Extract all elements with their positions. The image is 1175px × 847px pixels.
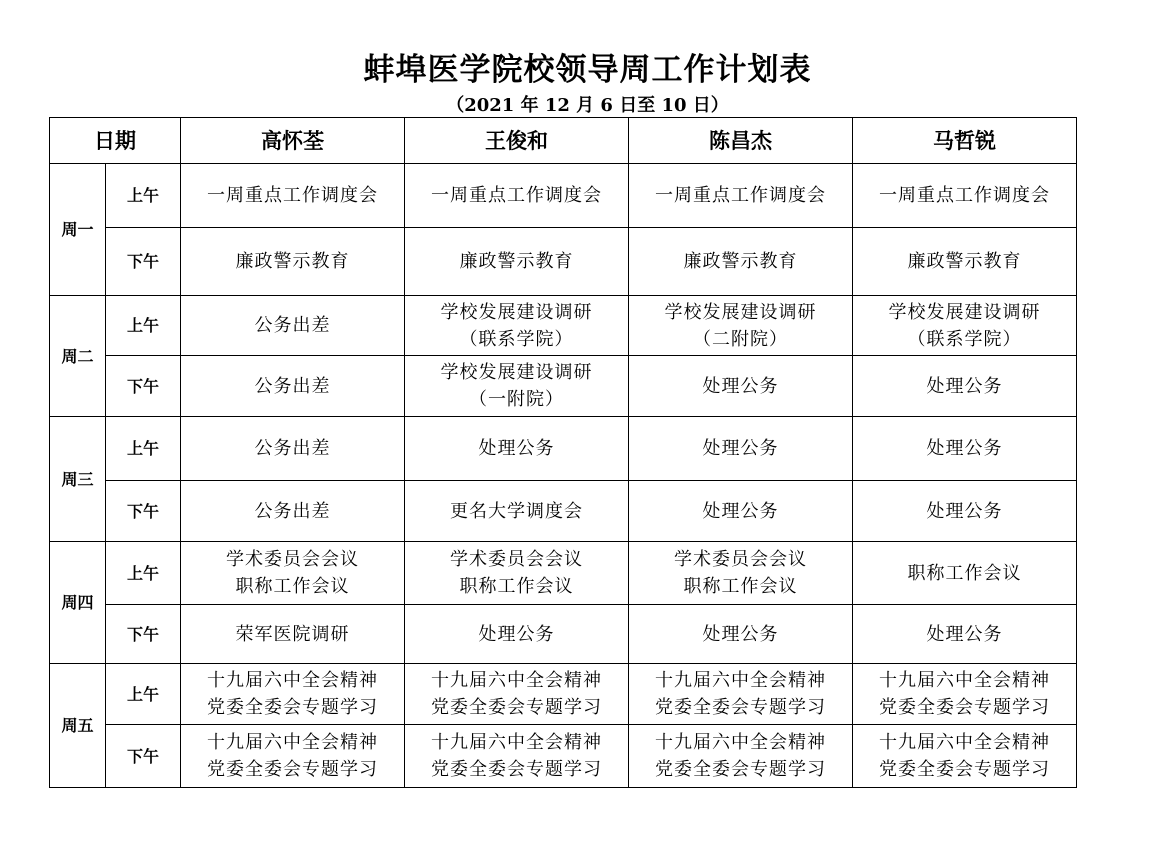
schedule-cell <box>181 417 405 481</box>
schedule-cell <box>629 481 853 542</box>
schedule-cell <box>181 664 405 725</box>
table-row <box>50 164 1077 228</box>
day-label: 周三 <box>50 417 106 542</box>
cell-text: 处理公务 <box>702 623 779 645</box>
cell-text: 一周重点工作调度会 <box>879 185 1050 206</box>
cell-text: 公务出差 <box>254 500 331 522</box>
table-row <box>50 417 1077 481</box>
schedule-cell <box>853 725 1077 788</box>
table-row <box>50 481 1077 542</box>
cell-text: 党委全委会专题学习 <box>207 759 378 780</box>
cell-text: 职称工作会议 <box>459 576 574 597</box>
leader-header: 马哲锐 <box>853 118 1077 164</box>
period-label: 上午 <box>106 417 181 481</box>
cell-text: 处理公务 <box>478 438 555 459</box>
schedule-cell <box>853 164 1077 228</box>
cell-text: 党委全委会专题学习 <box>879 759 1050 780</box>
schedule-cell <box>629 296 853 356</box>
schedule-cell <box>405 605 629 664</box>
cell-text: 十九届六中全会精神 <box>207 732 378 753</box>
schedule-cell <box>405 356 629 417</box>
cell-text: 党委全委会专题学习 <box>655 697 826 718</box>
cell-text: 公务出差 <box>254 375 331 397</box>
schedule-cell <box>853 356 1077 417</box>
cell-text: 职称工作会议 <box>683 576 798 597</box>
cell-text: 廉政警示教育 <box>235 251 350 272</box>
schedule-cell <box>853 228 1077 296</box>
cell-text: 十九届六中全会精神 <box>207 670 378 691</box>
schedule-cell <box>853 664 1077 725</box>
period-label: 上午 <box>106 542 181 605</box>
schedule-cell <box>181 725 405 788</box>
cell-text: 党委全委会专题学习 <box>655 759 826 780</box>
period-label: 下午 <box>106 605 181 664</box>
date-range: （2021 年 12 月 6 日至 10 日） <box>446 95 729 116</box>
cell-text: 荣军医院调研 <box>235 623 350 645</box>
schedule-cell <box>181 164 405 228</box>
day-label: 周一 <box>50 164 106 296</box>
cell-text: 学术委员会会议 <box>674 549 807 570</box>
header-row <box>50 118 1077 164</box>
schedule-cell <box>181 296 405 356</box>
schedule-cell <box>629 542 853 605</box>
cell-text: 十九届六中全会精神 <box>879 732 1050 753</box>
table-row <box>50 356 1077 417</box>
day-label: 周四 <box>50 542 106 664</box>
schedule-cell <box>405 228 629 296</box>
cell-text: （二附院） <box>693 328 788 350</box>
cell-text: 处理公务 <box>478 623 555 645</box>
schedule-cell <box>181 356 405 417</box>
cell-text: 职称工作会议 <box>235 576 350 597</box>
cell-text: 公务出差 <box>254 438 331 459</box>
cell-text: 处理公务 <box>702 375 779 397</box>
cell-text: 党委全委会专题学习 <box>207 697 378 718</box>
table-row <box>50 725 1077 788</box>
cell-text: 学术委员会会议 <box>450 549 583 570</box>
day-label: 周五 <box>50 664 106 788</box>
cell-text: （一附院） <box>469 389 564 410</box>
cell-text: 党委全委会专题学习 <box>431 697 602 718</box>
cell-text: 一周重点工作调度会 <box>655 185 826 206</box>
cell-text: 处理公务 <box>926 375 1003 397</box>
cell-text: 更名大学调度会 <box>450 500 583 522</box>
schedule-cell <box>629 417 853 481</box>
cell-text: 十九届六中全会精神 <box>655 732 826 753</box>
schedule-cell <box>405 296 629 356</box>
schedule-cell <box>405 664 629 725</box>
leader-header: 高怀荃 <box>181 118 405 164</box>
cell-text: 一周重点工作调度会 <box>431 185 602 206</box>
schedule-cell <box>405 164 629 228</box>
schedule-cell <box>405 542 629 605</box>
cell-text: 十九届六中全会精神 <box>879 670 1050 691</box>
period-label: 下午 <box>106 481 181 542</box>
leader-header: 陈昌杰 <box>629 118 853 164</box>
cell-text: 廉政警示教育 <box>907 251 1022 272</box>
cell-text: （联系学院） <box>907 328 1022 350</box>
period-label: 下午 <box>106 356 181 417</box>
schedule-cell <box>405 481 629 542</box>
cell-text: 处理公务 <box>702 500 779 522</box>
cell-text: （联系学院） <box>459 328 574 350</box>
cell-text: 学校发展建设调研 <box>440 362 593 383</box>
schedule-cell <box>853 481 1077 542</box>
date-header: 日期 <box>50 118 181 164</box>
cell-text: 廉政警示教育 <box>459 251 574 272</box>
cell-text: 廉政警示教育 <box>683 251 798 272</box>
schedule-cell <box>853 296 1077 356</box>
schedule-cell <box>181 481 405 542</box>
period-label: 上午 <box>106 164 181 228</box>
cell-text: 职称工作会议 <box>907 562 1022 584</box>
cell-text: 党委全委会专题学习 <box>431 759 602 780</box>
schedule-cell <box>853 605 1077 664</box>
cell-text: 公务出差 <box>254 315 331 336</box>
cell-text: 处理公务 <box>926 438 1003 459</box>
period-label: 下午 <box>106 228 181 296</box>
schedule-body <box>50 164 1077 788</box>
schedule-cell <box>405 417 629 481</box>
cell-text: 处理公务 <box>926 500 1003 522</box>
schedule-cell <box>181 605 405 664</box>
table-row <box>50 296 1077 356</box>
period-label: 下午 <box>106 725 181 788</box>
table-row <box>50 228 1077 296</box>
cell-text: 学校发展建设调研 <box>888 301 1041 323</box>
page-title: 蚌埠医学院校领导周工作计划表 <box>363 52 812 88</box>
cell-text: 学校发展建设调研 <box>664 301 817 323</box>
day-label: 周二 <box>50 296 106 417</box>
cell-text: 一周重点工作调度会 <box>207 185 378 206</box>
schedule-cell <box>405 725 629 788</box>
cell-text: 处理公务 <box>702 438 779 459</box>
period-label: 上午 <box>106 664 181 725</box>
cell-text: 学术委员会会议 <box>226 549 359 570</box>
schedule-cell <box>629 605 853 664</box>
leader-header: 王俊和 <box>405 118 629 164</box>
table-row <box>50 605 1077 664</box>
schedule-cell <box>629 164 853 228</box>
table-row <box>50 664 1077 725</box>
schedule-cell <box>629 356 853 417</box>
cell-text: 处理公务 <box>926 623 1003 645</box>
schedule-cell <box>853 542 1077 605</box>
schedule-cell <box>853 417 1077 481</box>
schedule-cell <box>181 228 405 296</box>
schedule-cell <box>181 542 405 605</box>
cell-text: 十九届六中全会精神 <box>655 670 826 691</box>
schedule-table <box>49 117 1077 788</box>
schedule-cell <box>629 664 853 725</box>
schedule-cell <box>629 228 853 296</box>
schedule-cell <box>629 725 853 788</box>
cell-text: 党委全委会专题学习 <box>879 697 1050 718</box>
cell-text: 十九届六中全会精神 <box>431 732 602 753</box>
period-label: 上午 <box>106 296 181 356</box>
cell-text: 学校发展建设调研 <box>440 301 593 323</box>
cell-text: 十九届六中全会精神 <box>431 670 602 691</box>
table-row <box>50 542 1077 605</box>
